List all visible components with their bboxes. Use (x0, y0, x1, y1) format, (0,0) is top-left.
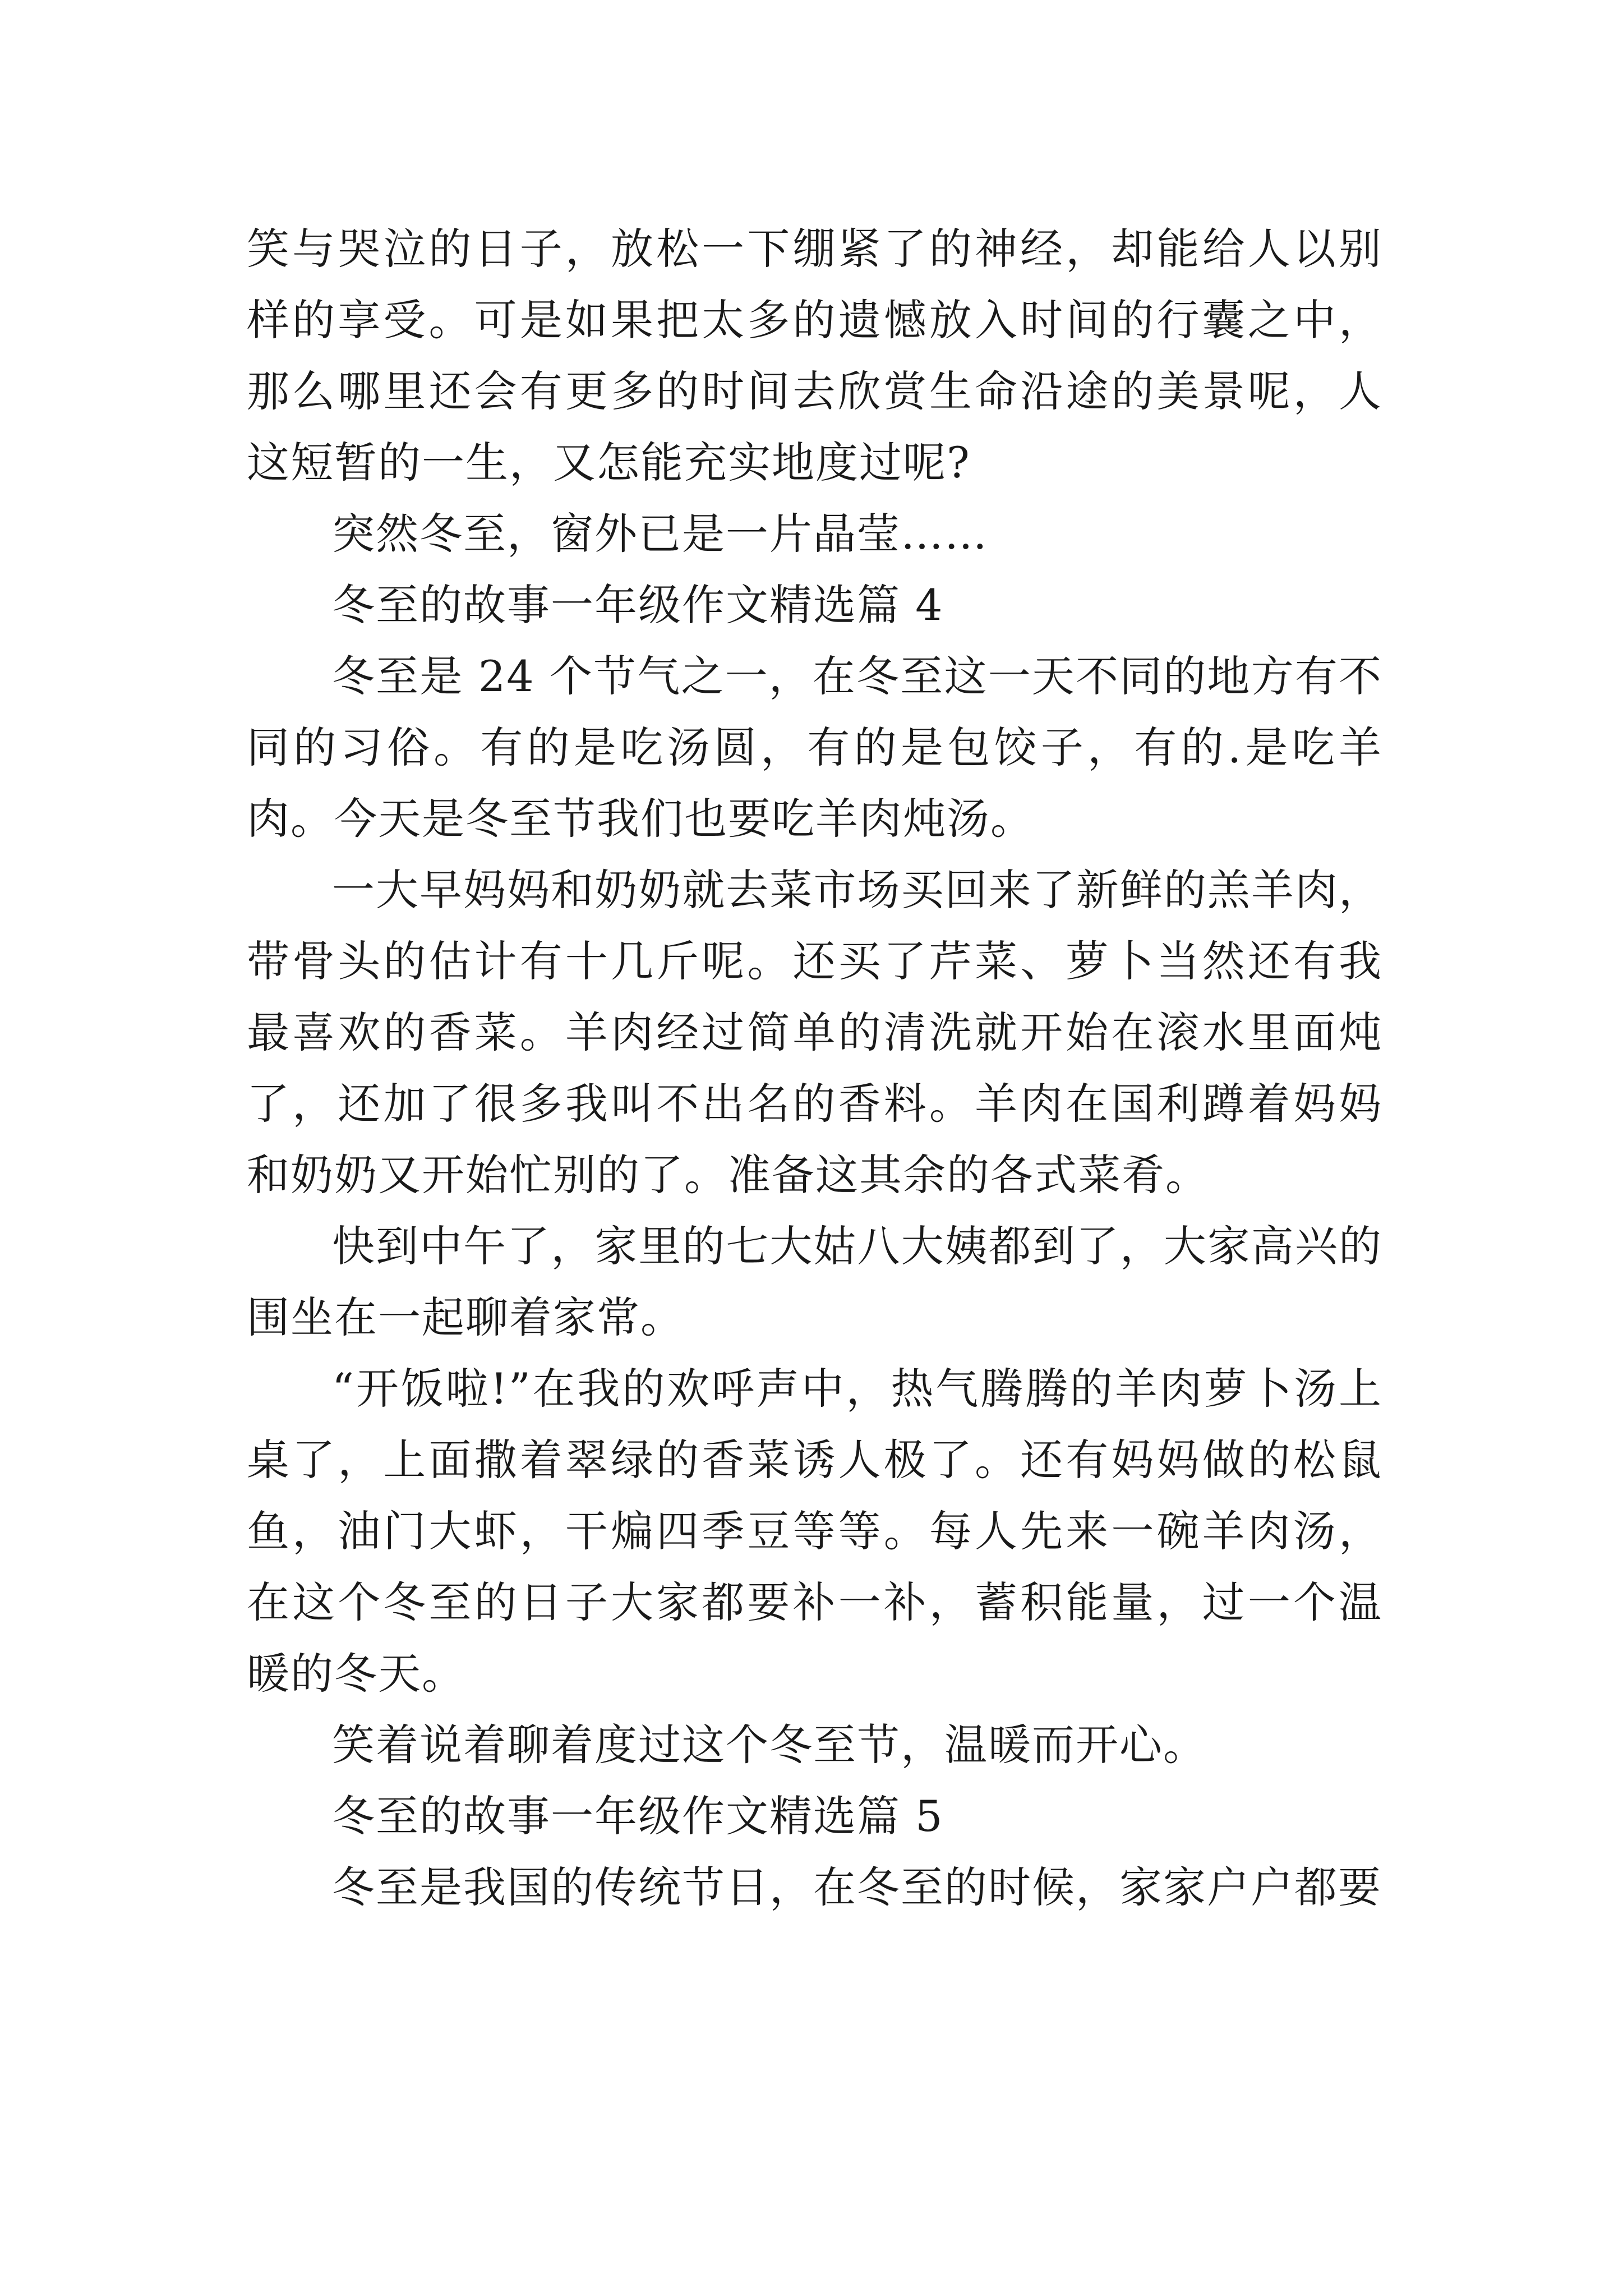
essay-heading-4: 冬至的故事一年级作文精选篇 4 (332, 580, 944, 630)
essay-heading-5: 冬至的故事一年级作文精选篇 5 (332, 1791, 944, 1841)
paragraph-continuation: 笑与哭泣的日子，放松一下绷紧了的神经，却能给人以别样的享受。可是如果把太多的遗憾放入时间的行囊之中，那么哪里还会有更多的时间去欣赏生命沿途的美景呢，人这短暂的一生，又怎能充实地度过呢? (247, 224, 1382, 487)
paragraph-buying-lamb: 一大早妈妈和奶奶就去菜市场买回来了新鲜的羔羊肉，带骨头的估计有十几斤呢。还买了芹菜、萝卜当然还有我最喜欢的香菜。羊肉经过简单的清洗就开始在滚水里面炖了，还加了很多我叫不出名的香料。羊肉在国利蹲着妈妈和奶奶又开始忙别的了。准备这其余的各式菜肴。 (247, 865, 1382, 1200)
paragraph-dinner-served: “开饭啦!”在我的欢呼声中，热气腾腾的羊肉萝卜汤上桌了，上面撒着翠绿的香菜诱人极了。还有妈妈做的松鼠鱼，油门大虾，干煸四季豆等等。每人先来一碗羊肉汤，在这个冬至的日子大家都要补一补，蓄积能量，过一个温暖的冬天。 (247, 1364, 1382, 1699)
paragraph-winter-solstice-sudden: 突然冬至，窗外已是一片晶莹…… (332, 509, 988, 559)
paragraph-conclusion: 笑着说着聊着度过这个冬至节，温暖而开心。 (332, 1720, 1207, 1770)
paragraph-solar-term: 冬至是 24 个节气之一，在冬至这一天不同的地方有不同的习俗。有的是吃汤圆，有的是包饺子，有的.是吃羊肉。今天是冬至节我们也要吃羊肉炖汤。 (247, 651, 1382, 844)
paragraph-traditional-festival: 冬至是我国的传统节日，在冬至的时候，家家户户都要 (332, 1862, 1382, 1912)
paragraph-relatives-arrive: 快到中午了，家里的七大姑八大姨都到了，大家高兴的围坐在一起聊着家常。 (247, 1221, 1382, 1342)
document-body (247, 213, 1382, 1923)
